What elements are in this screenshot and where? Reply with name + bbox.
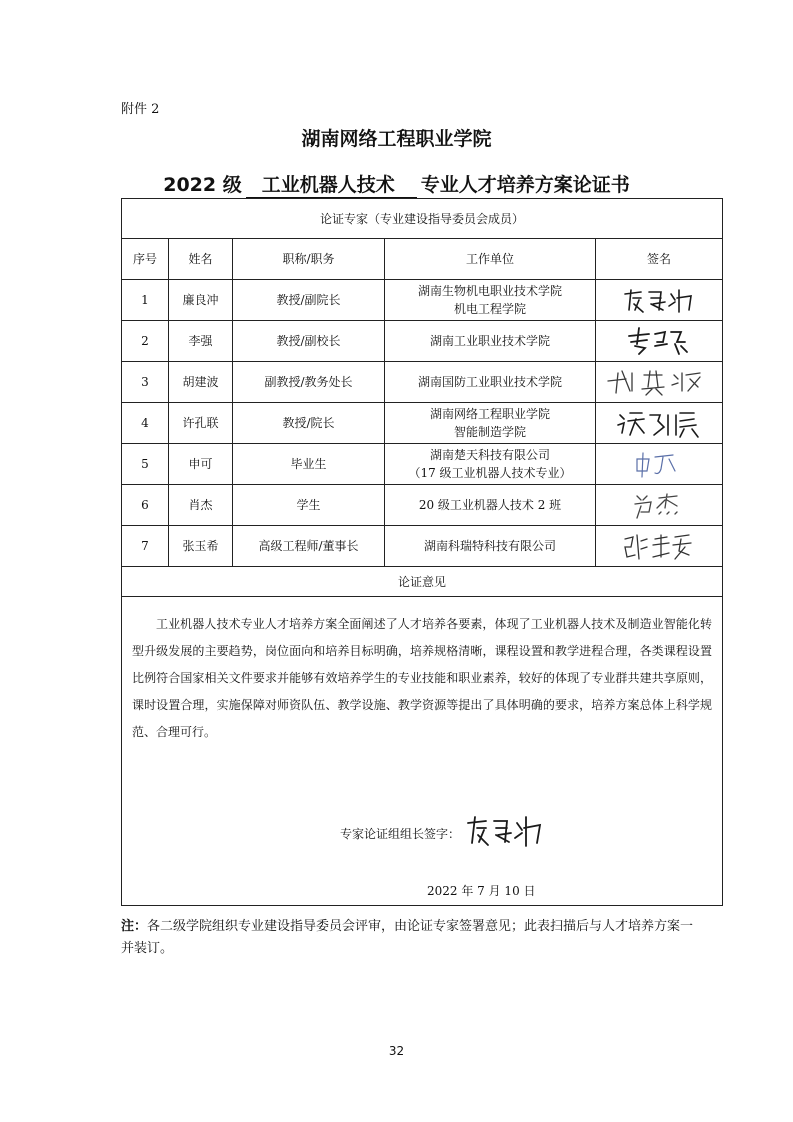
row-title: 副教授/教务处长: [233, 362, 385, 403]
row-unit-line2: 机电工程学院: [453, 302, 526, 316]
row-unit: [385, 485, 596, 526]
row-unit: [385, 444, 596, 485]
row-unit-line1: 湖南国防工业职业技术学院: [417, 375, 562, 389]
row-title: 教授/副院长: [233, 280, 385, 321]
certification-table: [121, 198, 723, 906]
document-title: 湖南网络工程职业学院: [301, 128, 492, 150]
col-header-signature: 签名: [596, 239, 723, 280]
row-signature: [596, 444, 723, 485]
handwritten-signature-icon: [619, 324, 699, 358]
row-unit: [385, 526, 596, 567]
row-no: 3: [122, 362, 169, 403]
footnote-label: 注：: [121, 919, 148, 934]
row-unit-line2: （17 级工业机器人技术专业）: [408, 466, 572, 480]
row-name: 张玉希: [169, 526, 233, 567]
handwritten-signature-icon: [629, 449, 689, 479]
row-title: 高级工程师/董事长: [233, 526, 385, 567]
table-row: [122, 280, 723, 321]
subtitle-prefix: 2022 级: [163, 174, 242, 196]
handwritten-signature-icon: [614, 407, 704, 439]
attachment-label: 附件 2: [121, 102, 160, 117]
table-row: [122, 362, 723, 403]
row-name: 胡建波: [169, 362, 233, 403]
footnote-text: 各二级学院组织专业建设指导委员会评审，由论证专家签署意见；此表扫描后与人才培养方案一并装订。: [121, 919, 694, 956]
row-no: 4: [122, 403, 169, 444]
row-signature: [596, 485, 723, 526]
leader-signature-label: 专家论证组组长签字：: [340, 827, 461, 841]
row-no: 6: [122, 485, 169, 526]
opinion-section: [122, 597, 723, 906]
row-title: 毕业生: [233, 444, 385, 485]
row-unit: [385, 321, 596, 362]
table-row: [122, 444, 723, 485]
subtitle-suffix: 专业人才培养方案论证书: [420, 174, 630, 196]
row-unit: [385, 362, 596, 403]
row-signature: [596, 321, 723, 362]
col-header-unit: 工作单位: [385, 239, 596, 280]
row-unit-line1: 湖南楚天科技有限公司: [429, 448, 550, 462]
table-row: [122, 321, 723, 362]
row-signature: [596, 403, 723, 444]
row-unit-line1: 20 级工业机器人技术 2 班: [418, 498, 562, 512]
row-no: 2: [122, 321, 169, 362]
row-no: 7: [122, 526, 169, 567]
row-unit-line1: 湖南网络工程职业学院: [429, 407, 550, 421]
leader-handwritten-signature-icon: [462, 811, 548, 851]
col-header-name: 姓名: [169, 239, 233, 280]
row-title: 教授/副校长: [233, 321, 385, 362]
opinion-date: 2022 年 7 月 10 日: [427, 884, 536, 898]
subtitle-major: 工业机器人技术: [246, 170, 417, 198]
handwritten-signature-icon: [619, 284, 699, 316]
row-unit-line1: 湖南工业职业技术学院: [429, 334, 550, 348]
row-signature: [596, 280, 723, 321]
row-signature: [596, 362, 723, 403]
page-number: 32: [388, 1044, 405, 1058]
experts-header: 论证专家（专业建设指导委员会成员）: [122, 199, 723, 239]
row-name: 肖杰: [169, 485, 233, 526]
table-row: [122, 403, 723, 444]
row-unit: [385, 280, 596, 321]
table-row: [122, 485, 723, 526]
col-header-no: 序号: [122, 239, 169, 280]
handwritten-signature-icon: [619, 529, 699, 563]
row-name: 许孔联: [169, 403, 233, 444]
row-title: 学生: [233, 485, 385, 526]
row-unit-line2: 智能制造学院: [453, 425, 526, 439]
row-title: 教授/院长: [233, 403, 385, 444]
col-header-title: 职称/职务: [233, 239, 385, 280]
handwritten-signature-icon: [604, 365, 714, 399]
handwritten-signature-icon: [627, 490, 691, 520]
opinion-header: 论证意见: [122, 567, 723, 597]
row-no: 1: [122, 280, 169, 321]
opinion-text: 工业机器人技术专业人才培养方案全面阐述了人才培养各要素，体现了工业机器人技术及制造业智能化转型升级发展的主要趋势，岗位面向和培养目标明确，培养规格清晰，课程设置和教学进程合理，各类课程设置比例符合国家相关文件要求并能够有效培养学生的专业技能和职业素养，较好的体现了专业群共建共享原则，课时设置合理，实施保障对师资队伍、教学设施、教学资源等提出了具体明确的要求，培养方案总体上科学规范、合理可行。: [132, 617, 713, 739]
row-no: 5: [122, 444, 169, 485]
row-name: 李强: [169, 321, 233, 362]
row-name: 廉良冲: [169, 280, 233, 321]
footnote: [121, 916, 701, 960]
row-unit-line1: 湖南生物机电职业技术学院: [417, 284, 562, 298]
row-unit: [385, 403, 596, 444]
row-signature: [596, 526, 723, 567]
table-row: [122, 526, 723, 567]
row-name: 申可: [169, 444, 233, 485]
row-unit-line1: 湖南科瑞特科技有限公司: [423, 539, 556, 553]
document-subtitle: [0, 170, 793, 198]
column-header-row: [122, 239, 723, 280]
